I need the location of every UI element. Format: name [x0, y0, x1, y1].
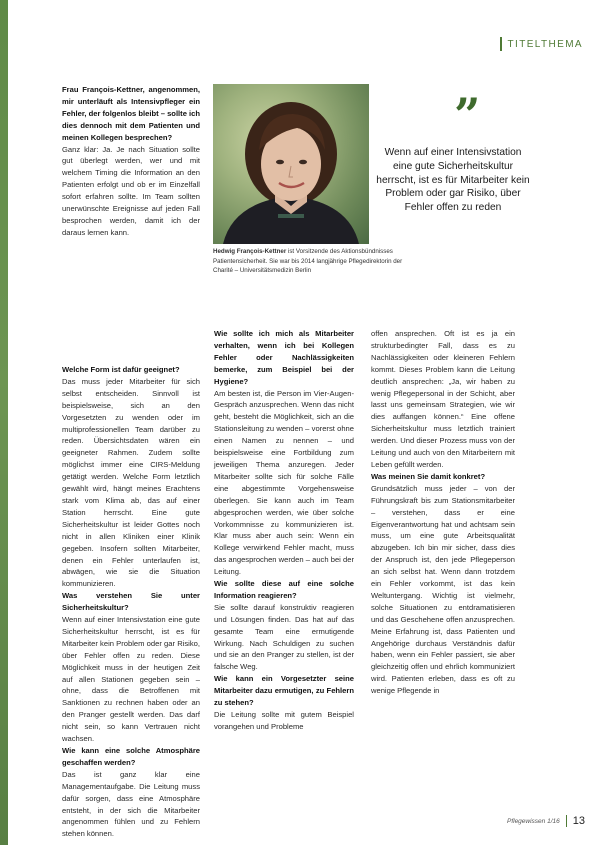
interview-answer: Das ist ganz klar eine Managementaufgabe. Die Leitung muss dafür sorgen, dass eine Atmosphäre entsteht, in der sich die Mitarbeiter angenommen fühlen und zu Fehlern stehen können. [62, 769, 200, 839]
footer-separator [566, 815, 567, 827]
caption-text: ist Vorsitzende des Aktionsbündnisses Patientensicherheit. Sie war bis 2014 langjährige Pflegedirektorin der Charité – Universitätsmedizin Berlin [213, 248, 403, 275]
interview-question: Was meinen Sie damit konkret? [371, 471, 486, 481]
interview-question: Wie kann eine solche Atmosphäre geschaffen werden? [62, 746, 200, 767]
portrait-photo [213, 84, 369, 244]
interview-answer: offen ansprechen. Oft ist es ja ein strukturbedingter Fall, dass es zu Nachlässigkeiten oder kleineren Fehlern kommt. Dieses Problem kann die Leitung deutlich ansprechen: „Ja, wir haben zu wenig Pflegepersonal in der Schicht, aber lasst uns gemeinsam Strategien, wie wir dies auffangen können.“ Eine offene Sicherheitskultur muss letztlich trainiert werden. Und dieser Prozess muss von der Leitung und auch von den Mitarbeitern mit Leben gefüllt werden. [371, 329, 515, 469]
interview-question: Frau François-Kettner, angenommen, mir unterläuft als Intensivpfleger ein Fehler, der folgenlos bleibt – sollte ich dies dennoch mit dem Patienten und meinen Kollegen besprechen? [62, 85, 200, 142]
article-column-2 [214, 328, 354, 733]
article-column-3 [371, 328, 515, 697]
interview-answer: Am besten ist, die Person im Vier-Augen-Gespräch anzusprechen. Wenn das nicht geht, besteht die Möglichkeit, sich an die Stationsleitung zu wenden – vorerst ohne einen Namen zu nennen – und beispielsweise eine Fortbildung zum jeweiligen Thema anzuregen. Jeder Mitarbeiter sollte sich für solche Fälle eine abgestimmte Vorgehensweise überlegen. Sie kann auch im Team abgesprochen werden, wie über solche Vorkommnisse zu kommunizieren ist. Klar muss aber auch sein: Wenn ein Kollege verwirkend Fehler macht, muss das angesprochen werden – auch bei der Leitung. [214, 388, 354, 577]
interview-answer: Die Leitung sollte mit gutem Beispiel vorangehen und Probleme [214, 710, 354, 731]
interview-question: Wie kann ein Vorgesetzter seine Mitarbeiter dazu ermutigen, zu Fehlern zu stehen? [214, 674, 354, 708]
caption-name: Hedwig François-Kettner [213, 248, 287, 255]
interview-answer: Sie sollte darauf konstruktiv reagieren und Lösungen finden. Das hat auf das gesamte Team eine ermutigende Wirkung. Nach Schuldigen zu suchen und sie an den Pranger zu stellen, ist der falsche Weg. [214, 602, 354, 672]
interview-question: Wie sollte diese auf eine solche Information reagieren? [214, 579, 354, 600]
page-number: 13 [572, 815, 585, 827]
photo-caption [213, 247, 409, 276]
pull-quote: Wenn auf einer Intensivstation eine gute Sicherheitskultur herrscht, ist es für Mitarbeiter kein Problem oder gar Risiko, über Fehler offen zu reden [376, 147, 530, 214]
interview-answer: Wenn auf einer Intensivstation eine gute Sicherheitskultur herrscht, ist es für Mitarbeiter kein Problem oder gar Risiko, über Fehler offen zu reden. Diese Möglichkeit muss in der heutigen Zeit auf allen Stationen gegeben sein – ohne, dass die Betroffenen mit Sanktionen zu rechnen haben oder an den Pranger gestellt werden. Das darf nicht sein, so kann Vertrauen nicht wachsen. [62, 615, 200, 744]
interview-question: Was verstehen Sie unter Sicherheitskultur? [62, 591, 200, 613]
quote-mark-icon: ” [454, 88, 481, 142]
interview-answer: Das muss jeder Mitarbeiter für sich selbst entscheiden. Sinnvoll ist beispielsweise, sich an den Vorgesetzten zu wenden oder im multiprofessionellen Team darüber zu reden. Übersichtsdaten wären ein geeigneter Rahmen. Zudem sollte möglichst immer eine CIRS-Meldung getätigt werden. Welche Form letztlich gewählt wird, hängt meines Erachtens stark vom Klima ab, das auf einer Station herrscht. Eine gute Sicherheitskultur ist leider Gottes noch nicht in allen Kliniken einer Klinik gegeben. Insofern sollten Mitarbeiter, denen ein Fehler unterlaufen ist, abwägen, wie sie die Situation kommunizieren. [62, 376, 200, 589]
section-tag [500, 36, 583, 52]
page-footer [507, 815, 585, 827]
interview-question: Wie sollte ich mich als Mitarbeiter verhalten, wenn ich bei Kollegen Fehler oder Nachlässigkeiten bemerke, zum Beispiel bei der Hygiene? [214, 329, 354, 386]
green-edge-bar [0, 0, 8, 845]
section-title: TITELTHEMA [507, 38, 583, 50]
section-marker [500, 37, 502, 51]
interview-answer: Grundsätzlich muss jeder – von der Führungskraft bis zum Stationsmitarbeiter – verstehen, dass er eine Eigenverantwortung hat und achtsam sein muss, um eine gute Arbeitsqualität abzugeben. Ich bin mir sicher, dass dies der Anspruch ist, den jede Pflegeperson an sich selbst hat. Wenn dann trotzdem ein Fehler vorkommt, ist das kein Weltuntergang. Wichtig ist vielmehr, solche Situationen zu entdramatisieren und das Geschehene offen anzusprechen. Meine Erfahrung ist, dass Patienten und Angehörige durchaus Verständnis dafür haben, wenn ein Fehler passiert, sie aber gleichzeitig offen und ehrlich kommuniziert wird. Patienten erleben, dass es oft zu wenige Pflegende in [371, 483, 515, 696]
portrait-illustration [213, 84, 369, 244]
article-column-1-top [62, 84, 200, 239]
interview-question: Welche Form ist dafür geeignet? [62, 365, 180, 374]
article-column-1 [62, 364, 200, 840]
interview-answer: Ganz klar: Ja. Je nach Situation sollte gut überlegt werden, wer und mit welchem Timing die Information an den Patienten erfolgt und ob er im Einzelfall sofort erfahren sollte. Im Team sollten unerwünschte Ereignisse auf jeden Fall besprochen werden, damit ich der daraus lernen kann. [62, 144, 200, 237]
magazine-name: Pflegewissen 1/16 [506, 817, 560, 825]
